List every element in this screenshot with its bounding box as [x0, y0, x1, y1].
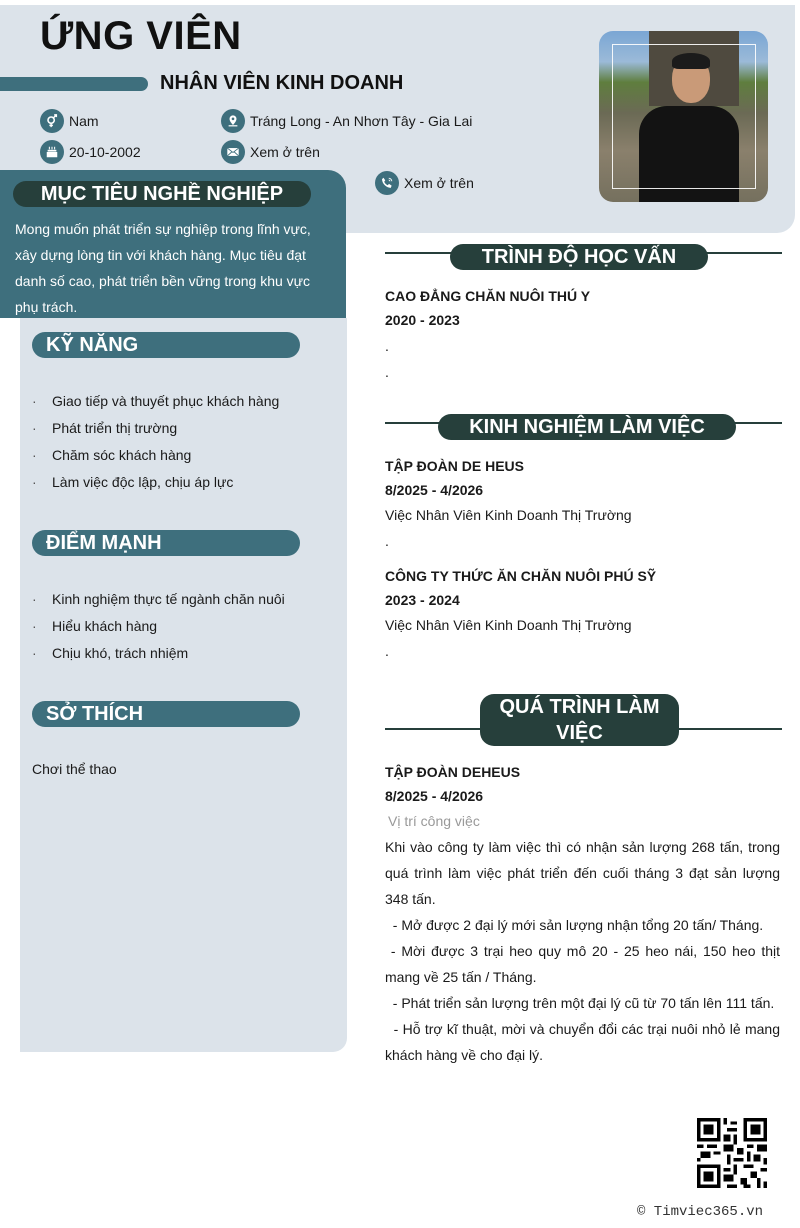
candidate-photo — [599, 31, 768, 202]
phone-value[interactable]: Xem ở trên — [404, 175, 474, 191]
copyright-text: © Timviec365.vn — [637, 1204, 764, 1220]
education-detail-1: . — [385, 338, 389, 354]
list-item: · Hiểu khách hàng — [32, 618, 158, 634]
info-gender — [40, 109, 99, 133]
work-process-description — [385, 834, 784, 1068]
objective-text: Mong muốn phát triển sự nghiệp trong lĩnh vực, xây dựng lòng tin với khách hàng. Mục tiêu đạt danh số cao, phát triển bền vững trong khu vực phụ trách. — [15, 221, 311, 315]
description-line: - Hỗ trợ kĩ thuật, mời và chuyển đổi các trại nuôi nhỏ lẻ mang khách hàng về cho đại lý. — [385, 1021, 784, 1063]
list-item: · Kinh nghiệm thực tế ngành chăn nuôi — [32, 591, 285, 607]
description-line: - Phát triển sản lượng trên một đại lý cũ từ 70 tấn lên 111 tấn. — [385, 995, 775, 1011]
experience-heading: KINH NGHIỆM LÀM VIỆC — [438, 414, 736, 440]
list-item: · Chăm sóc khách hàng — [32, 447, 192, 463]
description-line: - Mở được 2 đại lý mới sản lượng nhận tổng 20 tấn/ Tháng. — [385, 917, 764, 933]
education-school: CAO ĐẲNG CHĂN NUÔI THÚ Y — [385, 288, 591, 304]
qr-code-icon[interactable] — [697, 1118, 767, 1188]
gender-value: Nam — [69, 113, 99, 129]
education-heading: TRÌNH ĐỘ HỌC VẤN — [450, 244, 708, 270]
candidate-name: ỨNG VIÊN — [40, 14, 242, 58]
work-process-position: Vị trí công việc — [388, 813, 480, 829]
list-item: · Chịu khó, trách nhiệm — [32, 645, 189, 661]
location-pin-icon — [221, 109, 245, 133]
experience-company: TẬP ĐOÀN DE HEUS — [385, 458, 524, 474]
experience-period: 8/2025 - 4/2026 — [385, 482, 484, 498]
list-item: · Làm việc độc lập, chịu áp lực — [32, 474, 234, 490]
photo-frame — [612, 44, 756, 189]
info-phone — [375, 171, 474, 195]
experience-position: Việc Nhân Viên Kinh Doanh Thị Trường — [385, 507, 632, 523]
experience-position: Việc Nhân Viên Kinh Doanh Thị Trường — [385, 617, 632, 633]
hobbies-heading: SỞ THÍCH — [32, 701, 300, 727]
work-process-company: TẬP ĐOÀN DEHEUS — [385, 764, 521, 780]
work-process-heading: QUÁ TRÌNH LÀM VIỆC — [480, 694, 679, 746]
gender-icon — [40, 109, 64, 133]
address-value: Tráng Long - An Nhơn Tây - Gia Lai — [250, 113, 473, 129]
experience-note: . — [385, 643, 389, 659]
email-value[interactable]: Xem ở trên — [250, 144, 320, 160]
info-email — [221, 140, 320, 164]
skills-heading: KỸ NĂNG — [32, 332, 300, 358]
strengths-heading: ĐIỂM MẠNH — [32, 530, 300, 556]
strengths-list — [32, 586, 285, 667]
envelope-icon — [221, 140, 245, 164]
experience-company: CÔNG TY THỨC ĂN CHĂN NUÔI PHÚ SỸ — [385, 568, 657, 584]
experience-note: . — [385, 533, 389, 549]
education-detail-2: . — [385, 364, 389, 380]
info-address — [221, 109, 472, 133]
title-accent-bar — [0, 77, 148, 91]
birthday-cake-icon — [40, 140, 64, 164]
list-item: · Giao tiếp và thuyết phục khách hàng — [32, 393, 280, 409]
phone-icon — [375, 171, 399, 195]
objective-heading: MỤC TIÊU NGHỀ NGHIỆP — [13, 181, 311, 207]
description-line: - Mời được 3 trại heo quy mô 20 - 25 heo nái, 150 heo thịt mang về 25 tấn / Tháng. — [385, 943, 784, 985]
birthday-value: 20-10-2002 — [69, 144, 141, 160]
list-item: · Phát triển thị trường — [32, 420, 178, 436]
description-line: Khi vào công ty làm việc thì có nhận sản lượng 268 tấn, trong quá trình làm việc phát triển đến cuối tháng 3 đạt sản lượng 348 tấn. — [385, 839, 780, 907]
info-birthday — [40, 140, 141, 164]
experience-period: 2023 - 2024 — [385, 592, 460, 608]
job-title: NHÂN VIÊN KINH DOANH — [160, 72, 404, 94]
work-process-period: 8/2025 - 4/2026 — [385, 788, 484, 804]
hobby-text: Chơi thể thao — [32, 761, 117, 777]
education-period: 2020 - 2023 — [385, 312, 460, 328]
skills-list — [32, 388, 279, 496]
